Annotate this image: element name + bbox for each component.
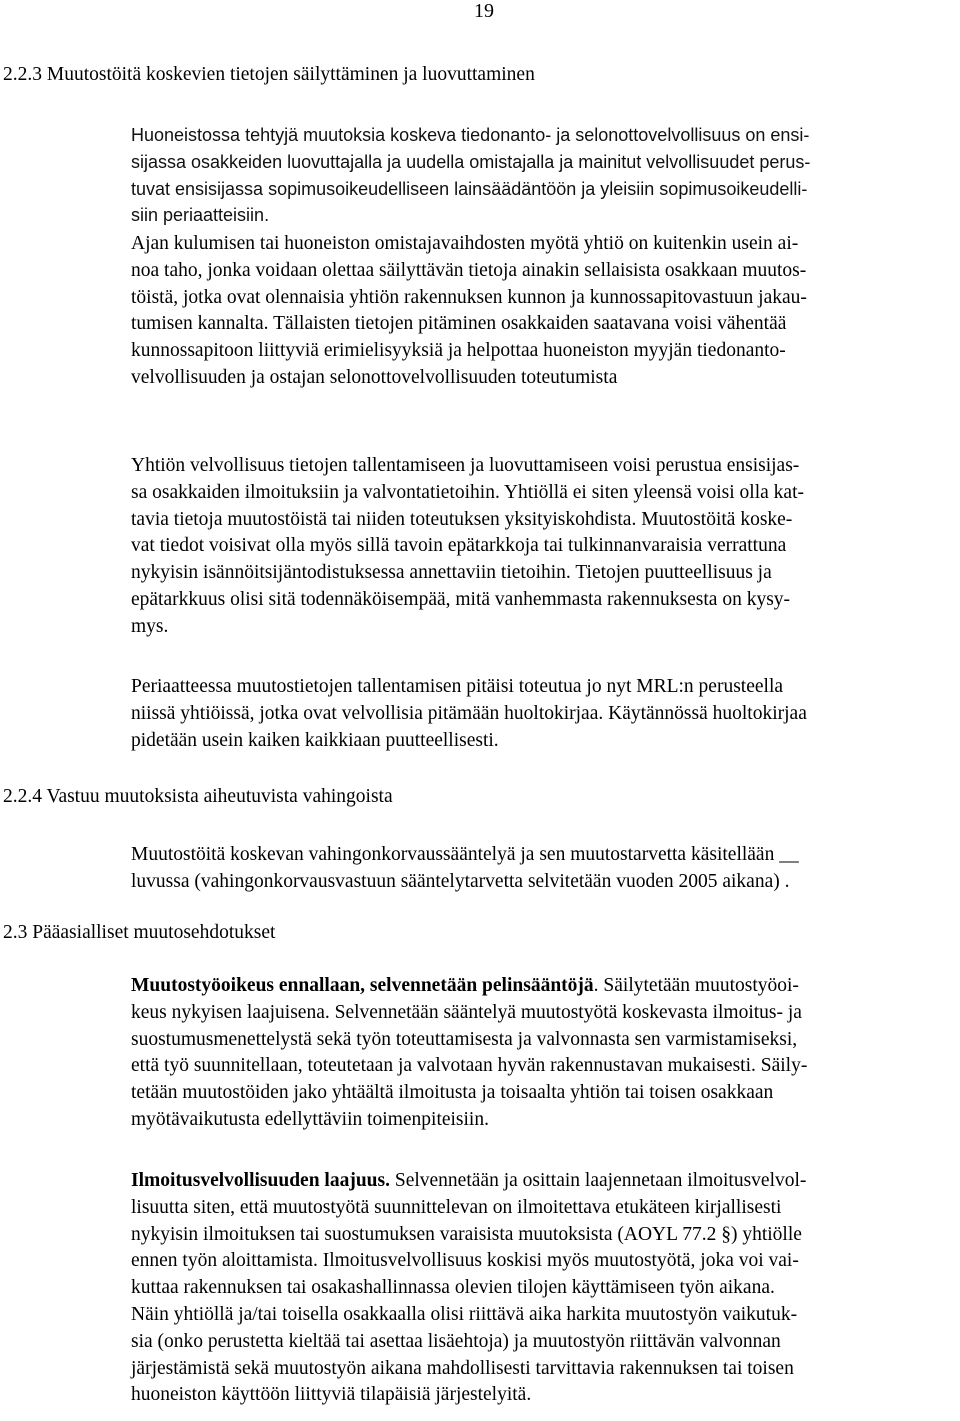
paragraph-s223-3	[131, 453, 956, 641]
text-line: ennen työn aloittamista. Ilmoitusvelvollisuus koskisi myös muutostyötä, joka voi vai-	[131, 1250, 799, 1272]
paragraph-s223-1	[131, 122, 956, 229]
text-line	[131, 1168, 956, 1195]
paragraph-s223-4	[131, 674, 956, 754]
text-line: vat tiedot voisivat olla myös sillä tavoin epätarkkoja tai tulkinnanvaraisia verrattuna	[131, 535, 787, 557]
text-line: myötävaikutusta edellyttäviin toimenpiteisiin.	[131, 1108, 489, 1130]
text-line: tumisen kannalta. Tällaisten tietojen pitäminen osakkaiden saatavana voisi vähentää	[131, 313, 787, 335]
text-line: Näin yhtiöllä ja/tai toisella osakkaalla olisi riittävä aika harkita muutostyön vaikutuk-	[131, 1303, 798, 1325]
text-line: Ajan kulumisen tai huoneiston omistajavaihdosten myötä yhtiö on kuitenkin usein ai-	[131, 233, 799, 254]
text-line: siin periaatteisiin.	[131, 205, 270, 226]
section-heading-2-2-4: 2.2.4 Vastuu muutoksista aiheutuvista vahingoista	[3, 786, 393, 807]
text-line: mys.	[131, 615, 169, 637]
text-line: tetään muutostöiden jako yhtäältä ilmoitusta ja toisaalta yhtiön tai toisen osakkaan	[131, 1082, 774, 1104]
page-number: 19	[474, 0, 494, 22]
text-line: töistä, jotka ovat olennaisia yhtiön rakennuksen kunnon ja kunnossapitovastuun jakau-	[131, 286, 807, 308]
text-line: nykyisin ilmoituksen tai suostumuksen varaisista muutoksista (AOYL 77.2 §) yhtiölle	[131, 1223, 802, 1245]
text-line: velvollisuuden ja ostajan selonottovelvollisuuden toteutumista	[131, 366, 618, 388]
text-line: keus nykyisen laajuisena. Selvennetään sääntelyä muutostyötä koskevasta ilmoitus- ja	[131, 1001, 802, 1023]
text-line: Periaatteessa muutostietojen tallentamisen pitäisi toteutua jo nyt MRL:n perusteella	[131, 676, 784, 697]
paragraph-s223-2	[131, 231, 956, 392]
text-line: nykyisin isännöitsijäntodistuksessa annettaviin tietoihin. Tietojen puutteellisuus ja	[131, 562, 772, 584]
text-line: noa taho, jonka voidaan olettaa säilyttävän tietoja ainakin sellaisista osakkaan muutos-	[131, 259, 807, 281]
text-line: epätarkkuus olisi sitä todennäköisempää, mitä vanhemmasta rakennuksesta on kysy-	[131, 588, 791, 610]
text-line: sijassa osakkeiden luovuttajalla ja uudella omistajalla ja mainitut velvollisuudet perus-	[131, 151, 811, 172]
section-heading-2-2-3: 2.2.3 Muutostöitä koskevien tietojen säilyttäminen ja luovuttaminen	[3, 64, 535, 85]
text-line: sia (onko perustetta kieltää tai asettaa lisäehtoja) ja muutostyön riittävän valvonnan	[131, 1330, 781, 1352]
paragraph-s224-1	[131, 842, 956, 896]
text-line: sa osakkaiden ilmoituksiin ja valvontatietoihin. Yhtiöllä ei siten yleensä voisi olla kat-	[131, 481, 804, 503]
text-run: Selvennetään ja osittain laajennetaan ilmoitusvelvol-	[389, 1170, 807, 1191]
paragraph-s23-1	[131, 973, 956, 1134]
text-line: pidetään usein kaiken kaikkiaan puutteellisesti.	[131, 729, 499, 751]
text-line: lisuutta siten, että muutostyötä suunnittelevan on ilmoitettava etukäteen kirjallisesti	[131, 1196, 782, 1218]
bold-lead-in: Muutostyöoikeus ennallaan, selvennetään pelinsääntöjä	[131, 975, 594, 996]
text-line	[131, 973, 956, 1000]
text-line: kuttaa rakennuksen tai osakashallinnassa olevien tilojen käyttämiseen työn aikana.	[131, 1277, 775, 1299]
text-line: Yhtiön velvollisuus tietojen tallentamiseen ja luovuttamiseen voisi perustua ensisijas-	[131, 455, 800, 476]
text-line: kunnossapitoon liittyviä erimielisyyksiä ja helpottaa huoneiston myyjän tiedonanto-	[131, 340, 786, 362]
text-line: suostumusmenettelystä sekä työn toteuttamisesta ja valvonnasta sen varmistamiseksi,	[131, 1028, 798, 1050]
section-heading-2-3: 2.3 Pääasialliset muutosehdotukset	[3, 922, 276, 943]
text-line: Huoneistossa tehtyjä muutoksia koskeva tiedonanto- ja selonottovelvollisuus on ensi-	[131, 125, 810, 145]
text-line: tavia tietoja muutostöistä tai niiden toteutuksen yksityiskohdista. Muutostöitä koske-	[131, 508, 793, 530]
bold-lead-in: Ilmoitusvelvollisuuden laajuus.	[131, 1170, 390, 1191]
text-line: että työ suunnitellaan, toteutetaan ja valvotaan hyvän rakennustavan mukaisesti. Säily-	[131, 1055, 808, 1077]
text-line: huoneiston käyttöön liittyviä tilapäisiä järjestelyitä.	[131, 1384, 532, 1406]
text-line: luvussa (vahingonkorvausvastuun sääntelytarvetta selvitetään vuoden 2005 aikana) .	[131, 870, 790, 892]
text-line: Muutostöitä koskevan vahingonkorvaussääntelyä ja sen muutostarvetta käsitellään __	[131, 844, 799, 865]
text-line: järjestämistä sekä muutostyön aikana mahdollisesti tarvittavia rakennuksen tai toisen	[131, 1357, 794, 1379]
text-run: . Säilytetään muutostyöoi-	[593, 975, 799, 996]
text-line: tuvat ensisijassa sopimusoikeudelliseen lainsäädäntöön ja yleisiin sopimusoikeudelli-	[131, 178, 808, 199]
text-line: niissä yhtiöissä, jotka ovat velvollisia pitämään huoltokirjaa. Käytännössä huoltokirjaa	[131, 702, 807, 724]
paragraph-s23-2	[131, 1168, 956, 1409]
